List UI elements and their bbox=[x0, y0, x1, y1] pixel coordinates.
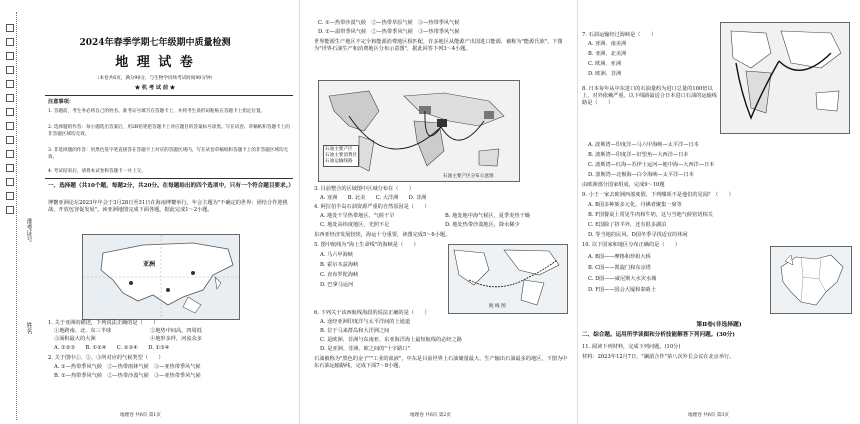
q5-option-a: A. 马六甲海峡 bbox=[320, 252, 353, 258]
map-label: 亚洲 bbox=[143, 261, 156, 268]
q9-intro: 由欧洲部分国家组成，完成9～10题 bbox=[582, 182, 665, 188]
q8-option-b: B. 波斯湾—印度洋—好望角—大西洋—日本 bbox=[588, 152, 689, 158]
page-2 bbox=[300, 0, 578, 424]
q2-option-b: B. ①—热带季风气候 ②—热带沙漠气候 ③—亚热带季风气候 bbox=[54, 373, 201, 379]
route-map bbox=[448, 244, 568, 314]
legend-route: 石油运输线路 bbox=[325, 159, 353, 164]
q11-material: 材料：2023年12月7日，"澜湄合作"第八次外长会议在北京举行。 bbox=[582, 354, 735, 360]
q10-option-b: B. C国——凯旋门和东京塔 bbox=[588, 265, 651, 271]
q5-intro: 东西亚经济发展较快，海运十分重要，读图完成5～6小题。 bbox=[314, 232, 451, 238]
q4-option-a: A. 地处干旱热带地区，气候干旱 bbox=[320, 213, 395, 219]
q5-option-d: D. 巴拿马运河 bbox=[320, 282, 354, 288]
q9-option-d: D. 等当地的民风、D国冬季寻找适宜的休闲 bbox=[588, 232, 688, 238]
section-1-heading: 一、选择题（共10个题，每题2分，共20分。在每题给出的四个选项中，只有一个符合题目要求。） bbox=[48, 183, 295, 189]
name-label: 姓名 bbox=[25, 322, 32, 334]
q5-option-b: B. 霍尔木兹海峡 bbox=[320, 262, 359, 268]
question-6: 6. 下列关于该西航线海段的说法正确的是（ ） bbox=[314, 310, 430, 316]
note-4: 4. 考试结束后，请将本试卷和答题卡一并上交。 bbox=[48, 169, 146, 174]
question-10: 10. 以下国家和地区分布正确的是（ ） bbox=[582, 242, 681, 248]
notes-title: 注意事项： bbox=[48, 99, 74, 105]
q8-option-c: C. 波斯湾—红海—苏伊士运河—地中海—大西洋—日本 bbox=[588, 162, 715, 168]
q1-statement-2: ②地势中间高，四周低 bbox=[150, 328, 202, 334]
oil-map bbox=[318, 80, 520, 182]
q5-option-c: C. 直布罗陀海峡 bbox=[320, 272, 359, 278]
q10-option-c: C. D国——威尼斯大水灾水城 bbox=[588, 276, 657, 282]
q1-statement-3: ③面积最大的大洲 bbox=[54, 336, 96, 342]
q10-option-d: D. F国——国会大厦和泰晤士 bbox=[588, 287, 656, 293]
q7-option-a: A. 亚洲、南美洲 bbox=[588, 41, 627, 47]
divider bbox=[45, 178, 293, 179]
q6-option-d: D. 是亚洲、非洲、欧之间的"十字路口" bbox=[320, 346, 410, 352]
q8-option-d: D. 波斯湾—北极海—白令海峡—太平洋—日本 bbox=[588, 172, 694, 178]
question-2: 2. 关于图中①、②、③所对应的气候类型（ ） bbox=[48, 355, 164, 361]
q4-option-b: B. 地处地中海气候区，夏季炎热干燥 bbox=[445, 213, 530, 219]
oil-map-legend bbox=[323, 145, 359, 167]
q9-option-b: B. F国餐桌上常见牛肉和牛奶，这与当地气候密切相关 bbox=[588, 212, 713, 218]
middle-east-route-graphic bbox=[721, 23, 849, 133]
question-8: 8. 日本每年从中东进口的石油量约为进口总量的100倍以上，对外依赖严重。以下线路最适合日本进口石油的运输线路是（ ） bbox=[582, 86, 717, 106]
q2-option-a: A. ①—热带季风气候 ②—热带雨林气候 ③—亚热带季风气候 bbox=[54, 364, 201, 370]
question-5: 5. 图中航线为"海上生命线"的海峡是（ ） bbox=[314, 242, 419, 248]
exam-info: （本卷共6页，满分90分，与生物学同场考试时间90分钟） bbox=[94, 76, 216, 81]
exam-id-label: 准考证号 bbox=[25, 218, 32, 242]
q9-option-a: A. B国多种族多元化，丹佛者聚集一席等 bbox=[588, 202, 682, 208]
question-7: 7. 石油运输经过海峡是（ ） bbox=[582, 32, 657, 38]
middle-east-route-map bbox=[720, 22, 850, 134]
page-footer: 地理卷 共6页 第3页 bbox=[688, 413, 729, 418]
note-3: 3. 非选择题的作答：用黑色签字笔直接答在答题卡上对应的答题区域内。写在试卷草稿纸和答题卡上的非答题区域均无效。 bbox=[48, 148, 289, 160]
route-map-label: 航 线 图 bbox=[489, 304, 506, 309]
europe-map bbox=[770, 246, 852, 314]
q6-option-a: A. 途经亚洲印度洋与太平洋间的上通道 bbox=[320, 319, 411, 325]
europe-map-graphic bbox=[771, 247, 851, 313]
part-2-title: 第Ⅱ卷(非选择题) bbox=[696, 322, 742, 328]
q7-option-c: C. 欧洲、亚洲 bbox=[588, 61, 622, 67]
page-footer: 地理卷 共6页 第2页 bbox=[410, 413, 451, 418]
secret-mark: ★ 机 考 试 前 ★ bbox=[134, 85, 176, 91]
legend-consumption: 石油主要消费区 bbox=[325, 153, 358, 158]
page-footer: 地理卷 共6页 第1页 bbox=[120, 413, 161, 418]
asia-intro: 博鳌亚洲论坛2023年年会于3月28日至31日在海南博鳌举行，年会主题为"不确定的世界：团结合作迎挑战，开放包容促发展"。读亚洲地图完成下面各题。据此完成1～2小题。 bbox=[48, 200, 288, 213]
oil-map-caption: 石油主要产区分布示意图 bbox=[443, 174, 494, 179]
question-3: 3. 目前整合的区域图中区域分布在（ ） bbox=[314, 186, 414, 192]
question-11: 11. 阅读下列材料，完成下列问题。(10分) bbox=[582, 344, 681, 350]
route-map-graphic bbox=[449, 245, 567, 313]
q2-option-d: D. ①—温带季风气候 ②—热带季风气候 ③—热带季风气候 bbox=[318, 29, 460, 35]
q6-option-b: B. 位于马来群岛和大洋洲之间 bbox=[320, 328, 390, 334]
q1-statement-4: ④地形多样，河流众多 bbox=[150, 336, 202, 342]
question-1: 1. 关于亚洲的描述，下列说法正确的是（ ） bbox=[48, 320, 159, 326]
question-4: 4. 阿拉伯半岛石油资源严重的自然原因是（ ） bbox=[314, 204, 430, 210]
exam-title: 2024年春季学期七年级期中质量检测 bbox=[79, 38, 231, 48]
q4-option-c: C. 地处高纬度地区，光照不足 bbox=[320, 222, 390, 228]
exam-subtitle: 地 理 试 卷 bbox=[115, 55, 195, 70]
note-1: 1. 答题前，考生务必将自己的姓名、准考证号填写在答题卡上，并将考生条形码粘贴在答题卡上指定位置。 bbox=[48, 109, 266, 114]
page-1 bbox=[0, 0, 300, 424]
q1-choices: A. ①②③ B. ①②④ C. ②③④ D. ①③④ bbox=[54, 345, 170, 351]
divider bbox=[45, 95, 293, 96]
q4-option-d: D. 地处热带沙漠地区，降水稀少 bbox=[445, 222, 520, 228]
q10-option-a: A. B国——摩格和珍姐大桥 bbox=[588, 254, 651, 260]
q1-statement-1: ①地跨南、北、东三半球 bbox=[54, 328, 112, 334]
q3-options: A. 亚洲 B. 北美 C. 大洋洲 D. 非洲 bbox=[320, 195, 427, 201]
question-9: 9. 小王一家去欧洲西部度假，下列哪项不是他们的见闻？（ ） bbox=[582, 192, 734, 198]
q9-option-c: C. E国除了挤羊外，还有很多湖泊 bbox=[588, 222, 667, 228]
section-2-heading: 二、综合题。运用所学读图和分析技能解答下列问题。(30分) bbox=[582, 332, 735, 338]
q7-option-b: B. 亚洲、北美洲 bbox=[588, 51, 627, 57]
q6-option-c: C. 是欧洲、非洲与东南亚、东亚海洋海上最短航线的必经之路 bbox=[320, 337, 462, 343]
q7-option-d: D. 欧洲、非洲 bbox=[588, 71, 622, 77]
oil-route-intro: 石油被称为"黑色的金子""工业的血液"，中东是目前世界上石油储量最大、生产输出石油最多的地区，下图为中东石油运输路线，完成下面7～8小题。 bbox=[314, 356, 568, 369]
asia-map-graphic bbox=[83, 235, 239, 319]
q2-option-c: C. ①—热带沙漠气候 ②—热带草原气候 ③—热带季风气候 bbox=[318, 20, 460, 26]
q8-option-a: A. 波斯湾—印度洋—马六甲海峡—太平洋—日本 bbox=[588, 142, 699, 148]
page-3 bbox=[578, 0, 860, 424]
asia-map bbox=[82, 234, 240, 320]
legend-production: 石油主要产区 bbox=[325, 147, 353, 152]
oil-intro: 世界能源生产地区不完全和能源消费地区相匹配，许多地区从能源产出国进口能源，被称为"能源氏族"。下图为"世界石油生产和消费地区分布示意图"，据此回答下列3～4小题。 bbox=[314, 39, 563, 52]
note-2: 2. 选择题的作答：每小题选出答案后，用2B铅笔把答题卡上对应题目的答案标号涂黑。写在试卷、草稿纸和答题卡上的非答题区域均无效。 bbox=[48, 125, 290, 137]
